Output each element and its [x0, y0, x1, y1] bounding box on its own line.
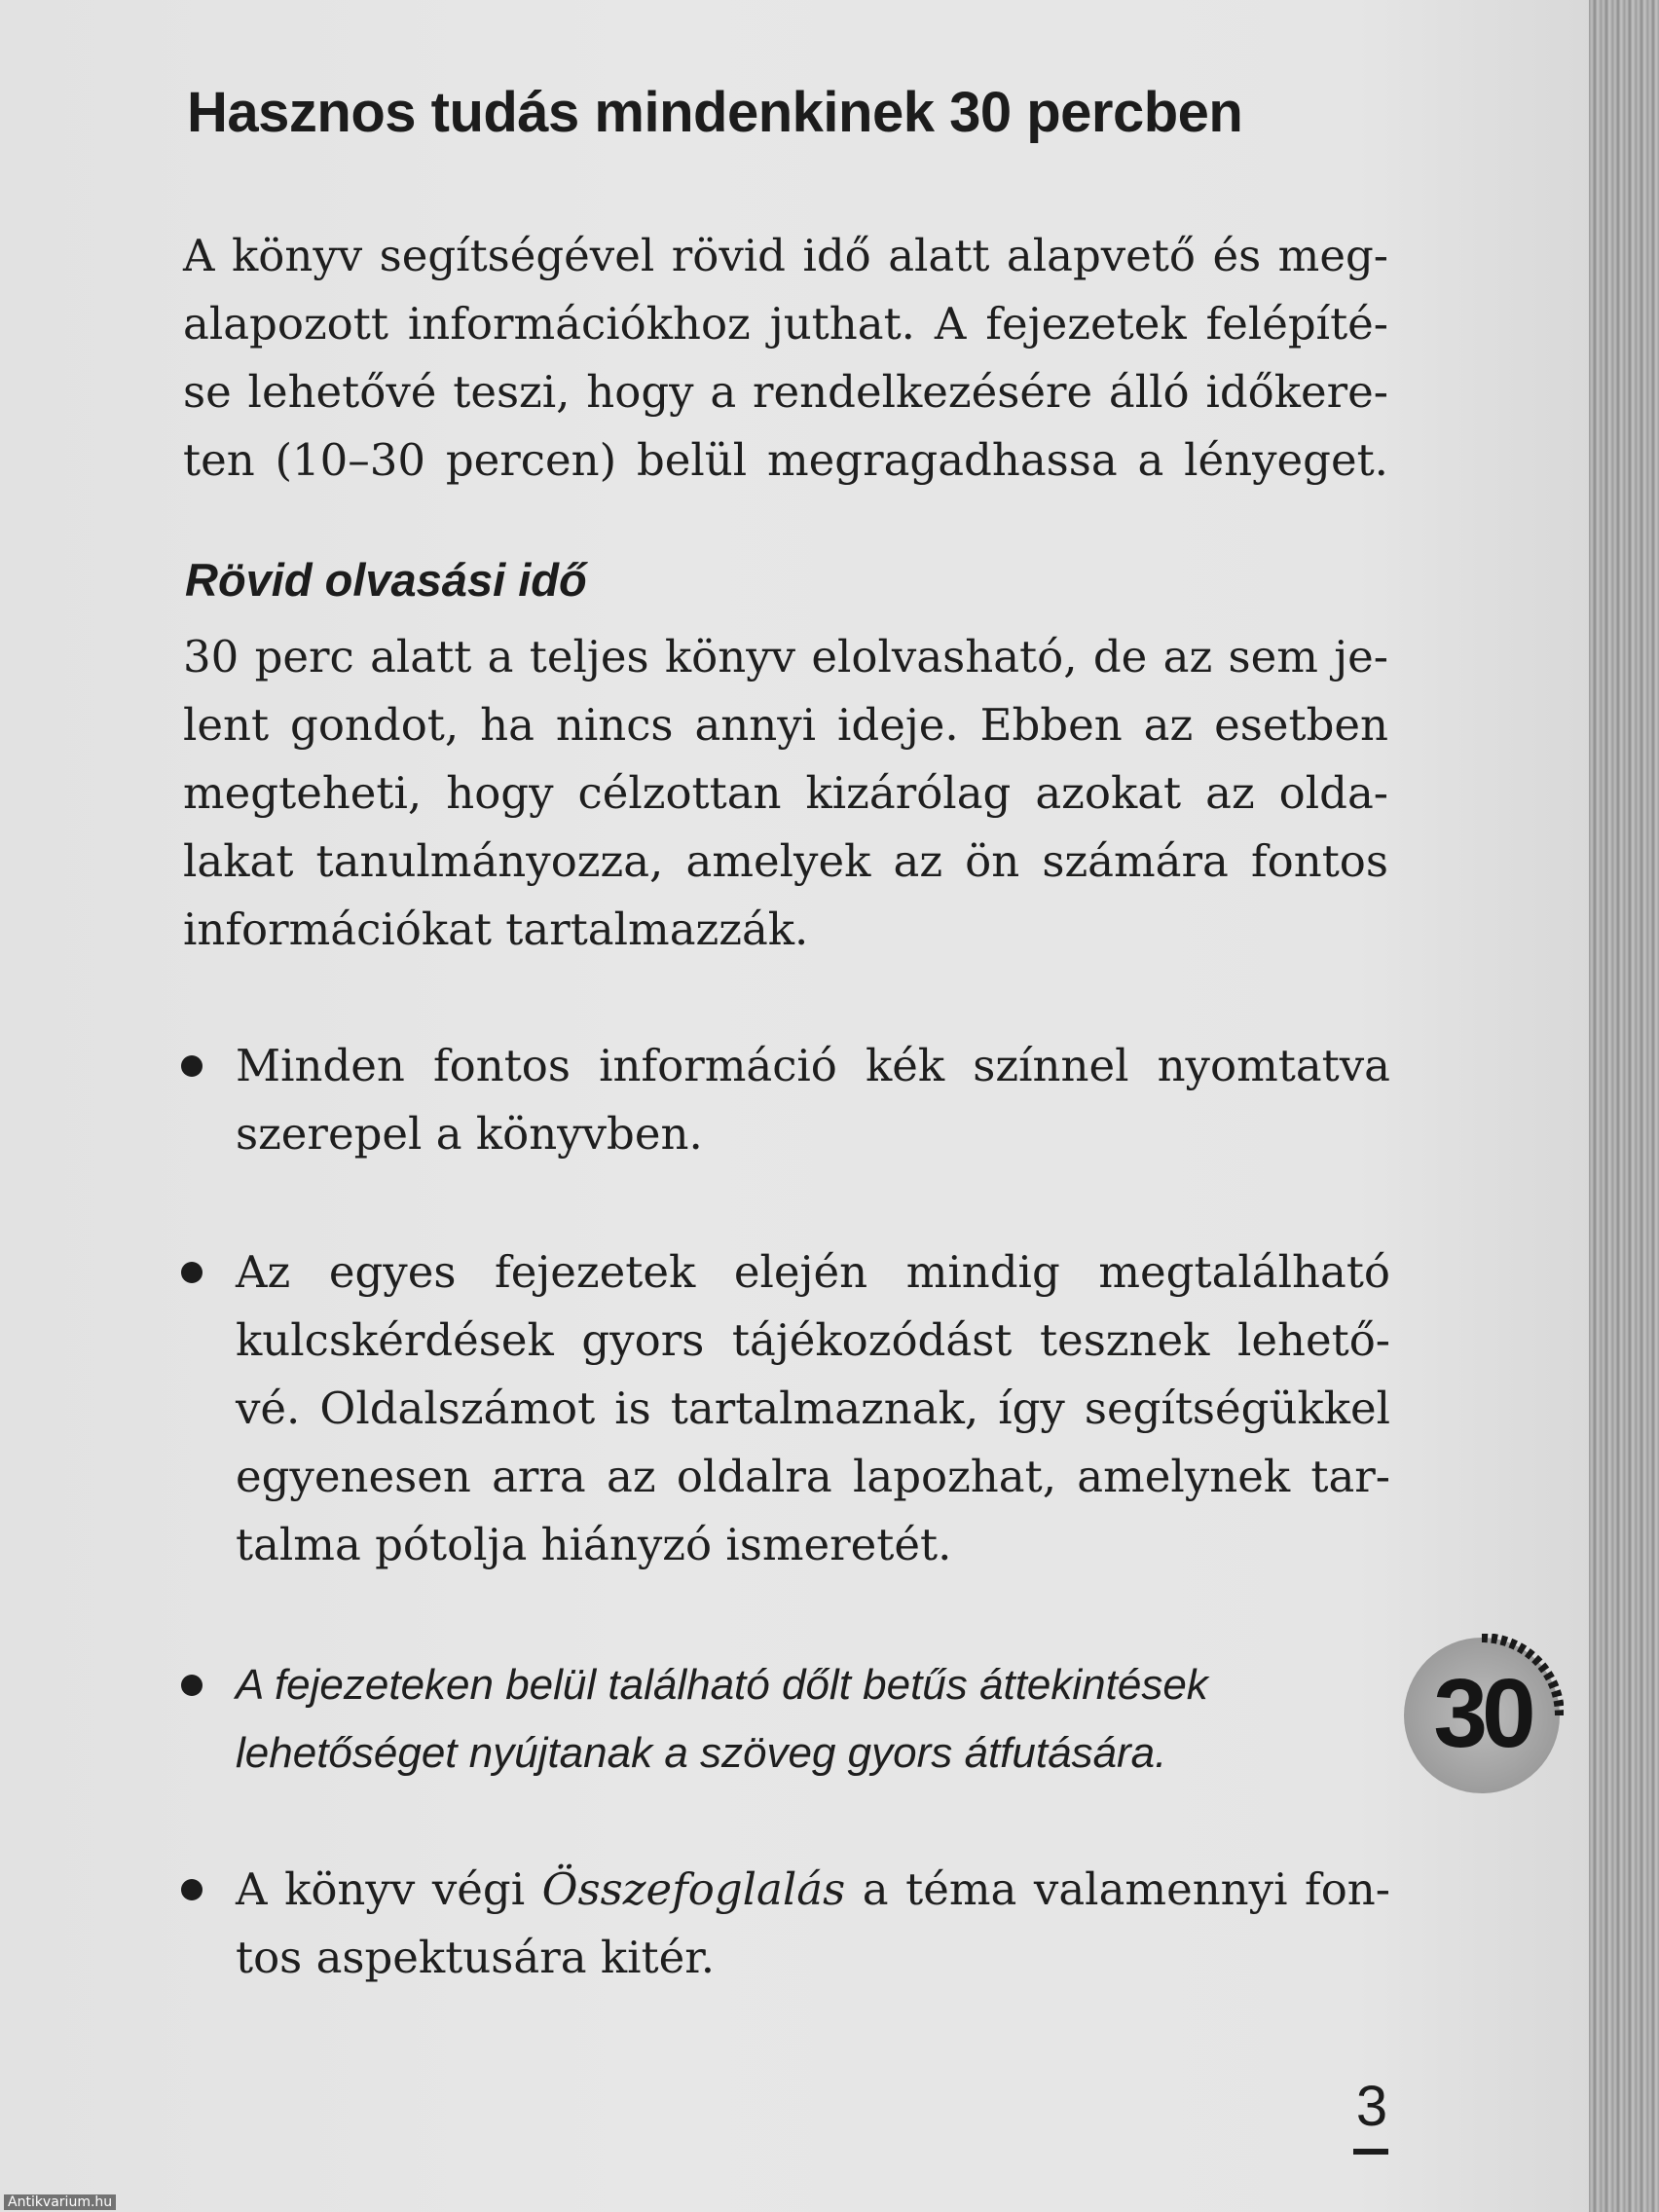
intro-line: alapozott információkhoz juthat. A fejezetek felépíté-: [183, 298, 1388, 350]
bullet-line: Minden fontos információ kék színnel nyomtatva: [236, 1040, 1390, 1091]
summary-emphasis: Összefoglalás: [541, 1863, 846, 1915]
bullet-line: egyenesen arra az oldalra lapozhat, amelynek tar-: [236, 1451, 1390, 1502]
section-line: 30 perc alatt a teljes könyv elolvasható, de az sem je-: [183, 631, 1388, 682]
bullet-line: [236, 1856, 1390, 1924]
intro-line: ten (10–30 percen) belül megragadhassa a lényeget.: [183, 434, 1388, 486]
badge-number: 30: [1433, 1659, 1530, 1768]
intro-paragraph: [183, 222, 1388, 495]
page-number-underline: [1353, 2149, 1388, 2155]
section-line: megteheti, hogy célzottan kizárólag azokat az olda-: [183, 767, 1388, 819]
bullet-line: szerepel a könyvben.: [236, 1108, 703, 1160]
bullet-line: vé. Oldalszámot is tartalmaznak, így segítségükkel: [236, 1382, 1390, 1434]
bullet-text: [236, 1238, 1390, 1579]
intro-line: A könyv segítségével rövid idő alatt alapvető és meg-: [183, 230, 1388, 281]
bullet-text: [236, 1651, 1390, 1788]
section-line: lakat tanulmányozza, amelyek az ön számára fontos: [183, 835, 1388, 887]
page-heading: Hasznos tudás mindenkinek 30 percben: [187, 81, 1243, 144]
section-subheading: Rövid olvasási idő: [185, 554, 587, 606]
section-line: információkat tartalmazzák.: [183, 903, 809, 955]
bullet-text-after: a téma valamennyi fon-: [845, 1863, 1390, 1915]
bullet-dot-icon: [181, 1675, 203, 1696]
book-spine-edge: [1589, 0, 1659, 2212]
bullet-dot-icon: [181, 1262, 203, 1283]
section-paragraph: [183, 623, 1388, 964]
bullet-line: talma pótolja hiányzó ismeretét.: [236, 1519, 952, 1570]
page-number: 3: [1355, 2075, 1388, 2138]
bullet-text: [236, 1856, 1390, 1992]
bullet-line: kulcskérdések gyors tájékozódást tesznek lehető-: [236, 1314, 1390, 1366]
bullet-line: tos aspektusára kitér.: [236, 1932, 716, 1983]
bullet-line: A fejezeteken belül található dőlt betűs áttekintések: [236, 1661, 1208, 1709]
bullet-text-before: A könyv végi: [236, 1863, 542, 1915]
bullet-dot-icon: [181, 1055, 203, 1077]
bullet-dot-icon: [181, 1879, 203, 1900]
watermark-text: Antikvarium.hu: [4, 2194, 116, 2210]
intro-line: se lehetővé teszi, hogy a rendelkezésére álló időkere-: [183, 366, 1388, 418]
bullet-text: [236, 1032, 1390, 1168]
section-line: lent gondot, ha nincs annyi ideje. Ebben az esetben: [183, 699, 1388, 751]
bullet-line: lehetőséget nyújtanak a szöveg gyors átfutására.: [236, 1729, 1167, 1777]
bullet-line: Az egyes fejezetek elején mindig megtalálható: [236, 1246, 1390, 1298]
